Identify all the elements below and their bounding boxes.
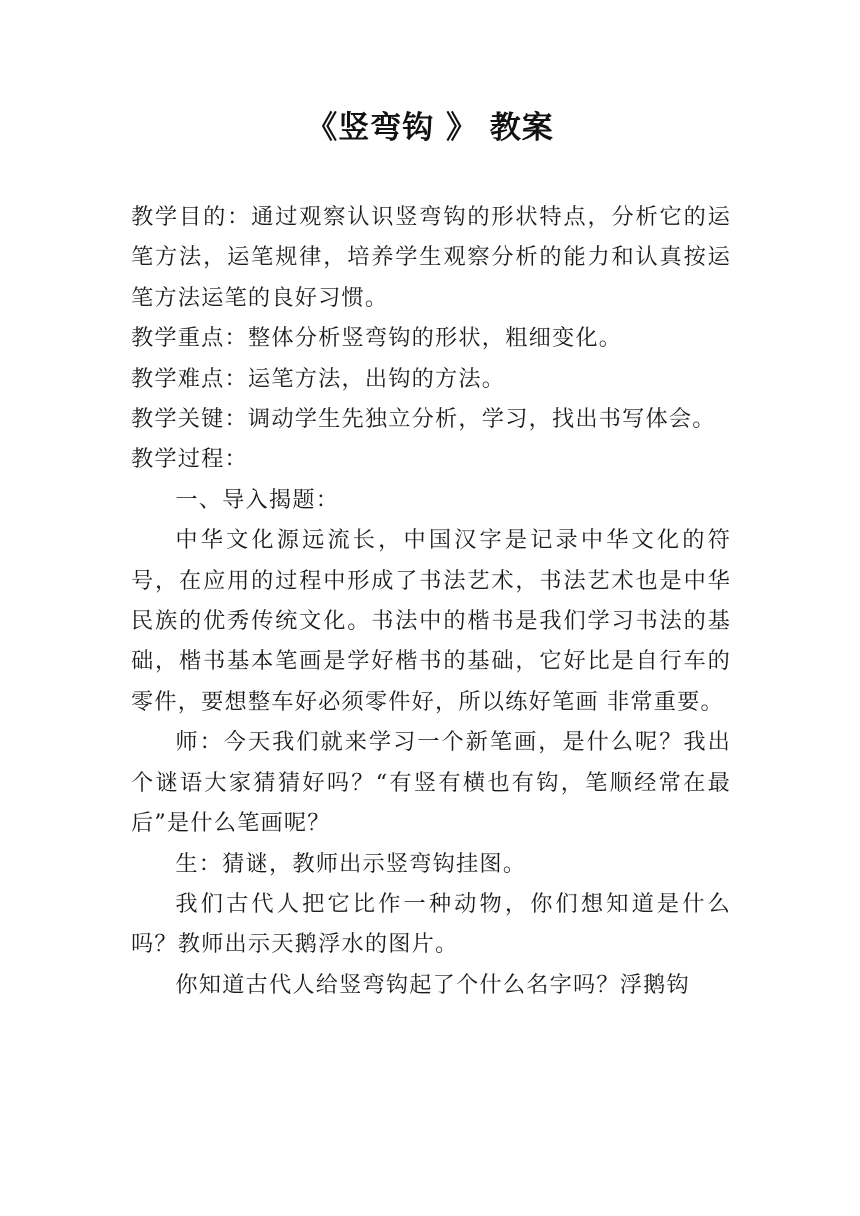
paragraph-student-guess: 生：猜谜，教师出示竖弯钩挂图。 <box>175 850 527 877</box>
paragraph-ancient-animal: 我们古代人把它比作一种动物，你们想知道是什么吗？教师出示天鹅浮水的图片。 <box>131 890 731 958</box>
paragraph-objective: 教学目的：通过观察认识竖弯钩的形状特点，分析它的运笔方法，运笔规律，培养学生观察分析的能力和认真按运笔方法运笔的良好习惯。 <box>131 204 731 311</box>
document-title: 《竖弯钩 》 教案 <box>306 110 554 146</box>
paragraph-key-point: 教学重点：整体分析竖弯钩的形状，粗细变化。 <box>131 325 623 352</box>
paragraph-key-factor: 教学关键：调动学生先独立分析，学习，找出书写体会。 <box>131 406 716 433</box>
paragraph-goose-hook: 你知道古代人给竖弯钩起了个什么名字吗？浮鹅钩 <box>175 971 690 998</box>
paragraph-section-one-heading: 一、导入揭题： <box>175 486 340 513</box>
paragraph-teacher-riddle: 师：今天我们就来学习一个新笔画，是什么呢？我出个谜语大家猜猜好吗？“有竖有横也有钩，笔顺经常在最后”是什么笔画呢？ <box>131 729 731 837</box>
document-body <box>131 197 731 1005</box>
paragraph-process-heading: 教学过程： <box>131 446 248 473</box>
paragraph-introduction: 中华文化源远流长，中国汉字是记录中华文化的符号，在应用的过程中形成了书法艺术，书法艺术也是中华民族的优秀传统文化。书法中的楷书是我们学习书法的基础，楷书基本笔画是学好楷书的基础，它好比是自行车的零件，要想整车好必须零件好，所以练好笔画 非常重要。 <box>131 527 731 715</box>
paragraph-difficulty: 教学难点：运笔方法，出钩的方法。 <box>131 365 506 392</box>
